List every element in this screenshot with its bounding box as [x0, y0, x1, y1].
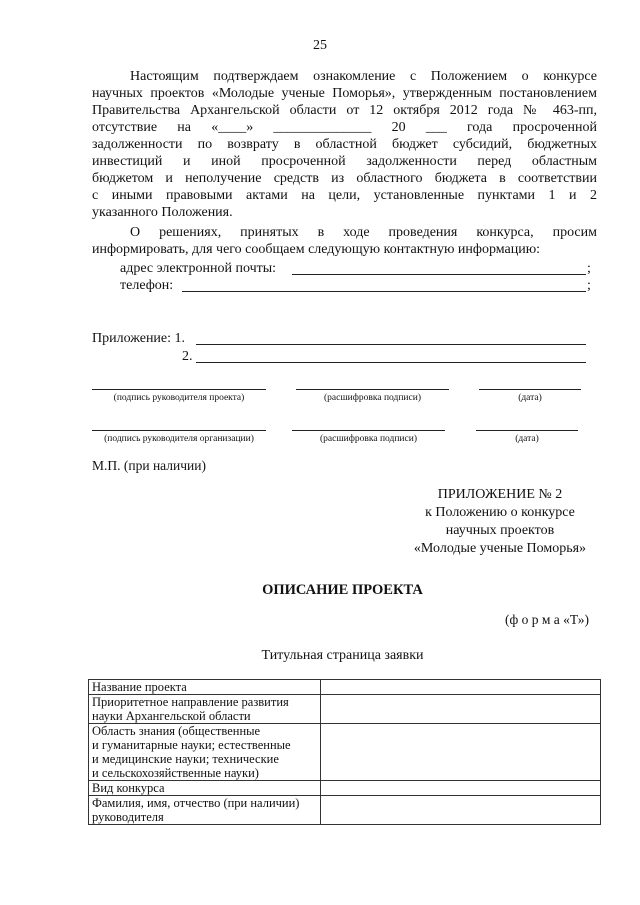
signature-caption: (расшифровка подписи)	[320, 434, 417, 444]
intro-line: с иными правовыми актами на цели, установленные пунктами 1 и 2	[92, 188, 597, 203]
table-row	[89, 695, 601, 724]
appendix-line: к Положению о конкурсе	[425, 505, 575, 520]
signature-decoding-line[interactable]	[296, 389, 449, 390]
intro-line: отсутствие на «____» ______________ 20 ___ года просроченной	[92, 120, 597, 135]
appendix-line: «Молодые ученые Поморья»	[413, 541, 587, 556]
table-cell-value[interactable]	[321, 724, 601, 781]
table-row	[89, 680, 601, 695]
phone-label: телефон:	[120, 278, 174, 293]
date-line[interactable]	[476, 430, 578, 431]
attachment-field-2[interactable]	[196, 362, 586, 363]
intro-line: Настоящим подтверждаем ознакомление с Положением о конкурсе	[130, 69, 597, 84]
attachment-label: Приложение: 1.	[92, 331, 186, 346]
signature-caption: (расшифровка подписи)	[324, 393, 421, 403]
table-cell-value[interactable]	[321, 680, 601, 695]
intro-line: Правительства Архангельской области от 12 октября 2012 года № 463-пп,	[92, 103, 597, 118]
signature-line[interactable]	[92, 430, 266, 431]
email-label: адрес электронной почты:	[120, 261, 277, 276]
signature-caption: (дата)	[518, 393, 542, 403]
signature-line[interactable]	[92, 389, 266, 390]
table-cell-value[interactable]	[321, 796, 601, 825]
table-cell-value[interactable]	[321, 695, 601, 724]
signature-decoding-line[interactable]	[292, 430, 445, 431]
decision-line: О решениях, принятых в ходе проведения конкурса, просим	[130, 225, 597, 240]
table-row	[89, 796, 601, 825]
title-page-table	[88, 679, 601, 825]
date-line[interactable]	[479, 389, 581, 390]
table-caption: Титульная страница заявки	[261, 648, 424, 663]
intro-line: научных проектов «Молодые ученые Поморья», утвержденным постановлением	[92, 86, 597, 101]
signature-caption: (подпись руководителя проекта)	[113, 393, 245, 403]
phone-semicolon: ;	[587, 278, 591, 293]
attachment-field-1[interactable]	[196, 344, 586, 345]
table-cell-label: Фамилия, имя, отчество (при наличии) руководителя	[89, 796, 321, 825]
section-title: ОПИСАНИЕ ПРОЕКТА	[262, 582, 423, 598]
intro-line: указанного Положения.	[92, 205, 233, 220]
table-cell-value[interactable]	[321, 781, 601, 796]
table-cell-label: Приоритетное направление развития науки Архангельской области	[89, 695, 321, 724]
signature-caption: (дата)	[515, 434, 539, 444]
appendix-line: ПРИЛОЖЕНИЕ № 2	[437, 487, 563, 502]
table-cell-label: Область знания (общественные и гуманитарные науки; естественные и медицинские науки; технические и сельскохозяйственные науки)	[89, 724, 321, 781]
email-field[interactable]	[292, 274, 586, 275]
email-semicolon: ;	[587, 261, 591, 276]
table-cell-label: Название проекта	[89, 680, 321, 695]
table-row	[89, 781, 601, 796]
attachment-number-2: 2.	[182, 349, 193, 364]
appendix-header	[400, 486, 600, 558]
page-number: 25	[313, 38, 327, 53]
table-row	[89, 724, 601, 781]
signature-caption: (подпись руководителя организации)	[104, 434, 254, 444]
intro-line: инвестиций и иной просроченной задолженности перед областным	[92, 154, 597, 169]
intro-line: задолженности по возврату в областной бюджет субсидий, бюджетных	[92, 137, 597, 152]
intro-line: бюджетом и неполучение средств из областного бюджета в соответствии	[92, 171, 597, 186]
form-code: (ф о р м а «Т»)	[505, 612, 590, 627]
table-cell-label: Вид конкурса	[89, 781, 321, 796]
appendix-line: научных проектов	[445, 523, 555, 538]
decision-line: информировать, для чего сообщаем следующую контактную информацию:	[92, 242, 541, 257]
phone-field[interactable]	[182, 291, 586, 292]
stamp-note: М.П. (при наличии)	[92, 458, 206, 473]
